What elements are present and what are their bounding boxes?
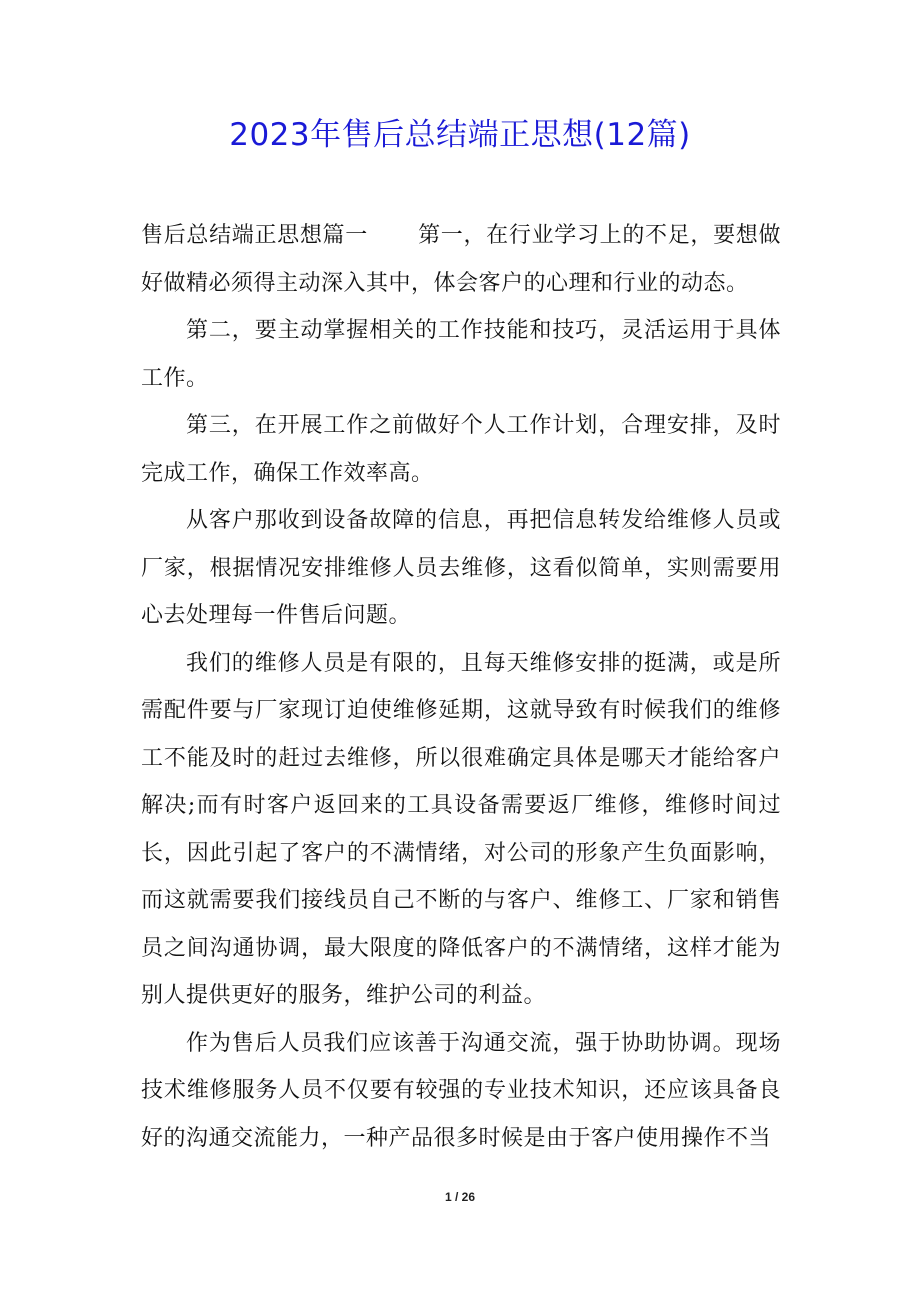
page-number: 1 / 26 — [444, 1190, 476, 1204]
paragraph-3: 第三，在开展工作之前做好个人工作计划，合理安排，及时完成工作，确保工作效率高。 — [141, 413, 781, 486]
paragraph-5: 我们的维修人员是有限的，且每天维修安排的挺满，或是所需配件要与厂家现订迫使维修延期，这就导致有时候我们的维修工不能及时的赶过去维修，所以很难确定具体是哪天才能给客户解决;而有时客户返回来的工具设备需要返厂维修，维修时间过长，因此引起了客户的不满情绪，对公司的形象产生负面影响，而这就需要我们接线员自己不断的与客户、维修工、厂家和销售员之间沟通协调，最大限度的降低客户的不满情绪，这样才能为别人提供更好的服务，维护公司的利益。 — [141, 650, 781, 1008]
document-body — [141, 212, 781, 1162]
paragraph-1-text: 第一，在行业学习上的不足，要想做好做精必须得主动深入其中，体会客户的心理和行业的动态。 — [141, 223, 781, 296]
paragraph-2: 第二，要主动掌握相关的工作技能和技巧，灵活运用于具体工作。 — [141, 318, 781, 391]
paragraph-1 — [141, 212, 781, 307]
paragraph-4: 从客户那收到设备故障的信息，再把信息转发给维修人员或厂家，根据情况安排维修人员去维修，这看似简单，实则需要用心去处理每一件售后问题。 — [141, 508, 781, 628]
section-heading: 售后总结端正思想篇一 — [141, 223, 368, 248]
document-title: 2023年售后总结端正思想(12篇) — [229, 117, 691, 153]
paragraph-6: 作为售后人员我们应该善于沟通交流，强于协助协调。现场技术维修服务人员不仅要有较强的专业技术知识，还应该具备良好的沟通交流能力，一种产品很多时候是由于客户使用操作不当 — [141, 1030, 781, 1151]
